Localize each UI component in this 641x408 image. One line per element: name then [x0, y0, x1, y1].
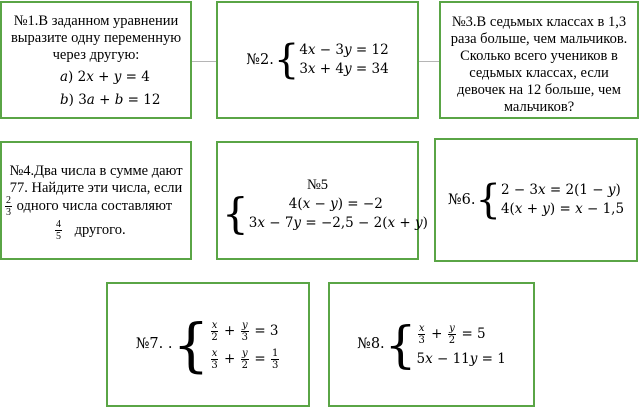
fraction-numerator: 4 — [56, 219, 61, 230]
fraction-denominator: 3 — [6, 207, 11, 218]
fraction — [417, 323, 425, 346]
task-1-b-label: 𝑏) — [60, 92, 74, 108]
task-5-system — [222, 189, 428, 238]
task-4-line-3 — [54, 219, 126, 242]
fraction-numerator: 𝑦 — [449, 322, 455, 334]
task-7-system — [135, 310, 281, 379]
task-5-equations — [249, 195, 428, 233]
equation-rhs: = 3 — [254, 322, 279, 339]
task-7-equations — [209, 317, 280, 373]
task-2-system — [246, 37, 389, 83]
task-card-3 — [439, 1, 639, 119]
connector-line — [190, 61, 218, 62]
fraction-two-thirds — [5, 195, 12, 218]
task-4-end-text: другого. — [74, 221, 126, 238]
fraction-denominator: 2 — [448, 334, 456, 346]
operator: + — [431, 325, 443, 342]
fraction-numerator: 2 — [6, 195, 11, 206]
fraction — [241, 348, 249, 371]
fraction — [210, 320, 218, 343]
fraction-denominator: 2 — [241, 359, 249, 371]
fraction — [241, 320, 249, 343]
system-brace: { — [384, 315, 417, 374]
connector-line — [418, 61, 440, 62]
fraction-denominator: 3 — [211, 359, 218, 371]
system-brace: { — [222, 189, 249, 238]
task-2-label: №2. — [246, 51, 274, 68]
fraction-numerator: 𝑦 — [242, 347, 248, 359]
task-6-eq-2: 4(𝑥 + 𝑦) = 𝑥 − 1,5 — [500, 201, 625, 217]
task-2-eq-2: 3𝑥 + 4𝑦 = 34 — [299, 61, 389, 77]
task-8-eq-1 — [416, 320, 505, 348]
task-5-label: №5 — [306, 177, 329, 193]
task-card-2 — [216, 1, 419, 119]
task-7-eq-1 — [209, 317, 280, 345]
task-1-a-label: 𝑎) — [60, 69, 74, 85]
task-5-eq-2: 3𝑥 − 7𝑦 = −2,5 − 2(𝑥 + 𝑦) — [248, 215, 428, 231]
fraction-numerator: 1 — [271, 347, 279, 359]
task-card-5 — [216, 141, 428, 260]
equation-rhs: = 5 — [461, 325, 486, 342]
fraction-denominator: 2 — [211, 331, 218, 343]
task-8-label: №8. — [357, 336, 385, 352]
operator: = — [254, 350, 266, 367]
task-7-label: №7. . — [135, 336, 173, 352]
task-8-system — [357, 315, 506, 374]
fraction-denominator: 3 — [418, 334, 425, 346]
task-1-b-eq: 3𝑎 + 𝑏 = 12 — [78, 92, 161, 108]
task-6-equations — [501, 181, 624, 219]
task-8-eq-2: 5𝑥 − 11𝑦 = 1 — [416, 350, 506, 367]
fraction-numerator: 𝑥 — [211, 319, 218, 331]
operator: + — [224, 322, 236, 339]
task-8-equations — [416, 320, 505, 370]
task-card-7 — [106, 282, 310, 407]
fraction-denominator: 3 — [271, 359, 279, 371]
task-1-equation-b — [60, 92, 160, 108]
task-6-system — [447, 177, 625, 223]
task-3-text: №3.В седьмых классах в 1,3 раза больше, чем мальчиков. Сколько всего учеников в седьмых классах, если девочек на 12 больше, чем мальчиков? — [450, 14, 628, 115]
task-6-label: №6. — [447, 191, 476, 208]
task-card-4 — [0, 141, 192, 260]
fraction-four-fifths — [55, 219, 62, 242]
fraction-numerator: 𝑥 — [418, 322, 425, 334]
task-4-line-1: №4.Два числа в сумме дают 77. Найдите эти числа, если — [9, 163, 183, 196]
task-card-6 — [434, 138, 638, 262]
operator: + — [224, 350, 236, 367]
task-5-eq-1: 4(𝑥 − 𝑦) = −2 — [288, 196, 383, 212]
system-brace: { — [475, 177, 501, 223]
system-brace: { — [172, 310, 210, 379]
task-1-a-eq: 2𝑥 + 𝑦 = 4 — [77, 69, 150, 85]
fraction-denominator: 5 — [56, 231, 61, 242]
fraction — [271, 348, 279, 371]
fraction — [210, 348, 218, 371]
task-7-eq-2 — [209, 345, 280, 373]
task-4-middle-text: одного числа составляют — [16, 197, 173, 214]
task-1-equation-a — [60, 69, 150, 85]
fraction-numerator: 𝑦 — [242, 319, 248, 331]
task-card-8 — [328, 282, 535, 407]
task-1-text: №1.В заданном уравнении выразите одну переменную через другую: — [10, 13, 182, 63]
task-6-eq-1: 2 − 3𝑥 = 2(1 − 𝑦) — [500, 182, 621, 198]
task-4-line-2 — [4, 195, 190, 218]
fraction-numerator: 𝑥 — [211, 347, 218, 359]
fraction-denominator: 3 — [241, 331, 249, 343]
task-2-equations — [299, 41, 388, 79]
system-brace: { — [273, 37, 300, 83]
task-card-1 — [0, 1, 192, 119]
fraction — [448, 323, 456, 346]
task-2-eq-1: 4𝑥 − 3𝑦 = 12 — [299, 42, 389, 58]
